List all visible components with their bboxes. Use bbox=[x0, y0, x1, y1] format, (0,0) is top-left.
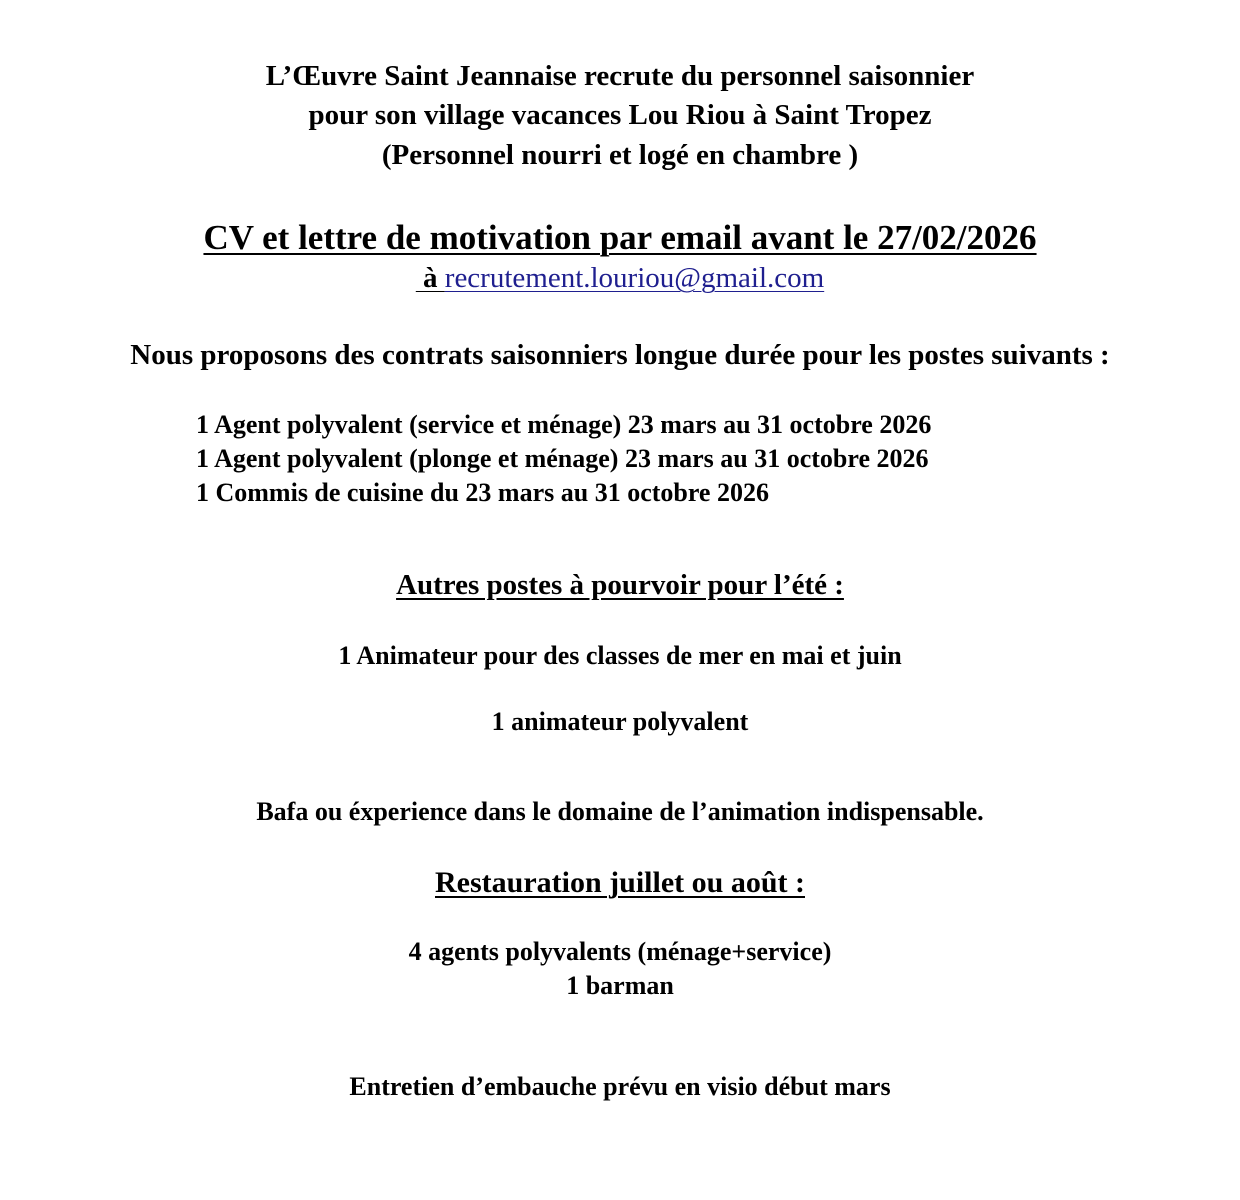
email-link[interactable]: recrutement.louriou@gmail.com bbox=[444, 262, 825, 294]
contract-item: 1 Commis de cuisine du 23 mars au 31 octobre 2026 bbox=[196, 478, 769, 507]
summer-requirement: Bafa ou éxperience dans le domaine de l’animation indispensable. bbox=[256, 797, 984, 826]
contracts-intro: Nous proposons des contrats saisonniers longue durée pour les postes suivants : bbox=[130, 339, 1110, 371]
email-prefix: à bbox=[415, 262, 445, 294]
summer-heading: Autres postes à pourvoir pour l’été : bbox=[396, 569, 844, 601]
header-line-2: pour son village vacances Lou Riou à Saint Tropez bbox=[308, 99, 932, 131]
header-line-1: L’Œuvre Saint Jeannaise recrute du personnel saisonnier bbox=[265, 60, 975, 92]
summer-item-2: 1 animateur polyvalent bbox=[491, 707, 749, 736]
application-headline: CV et lettre de motivation par email avant le 27/02/2026 bbox=[203, 218, 1037, 257]
summer-item-1: 1 Animateur pour des classes de mer en mai et juin bbox=[338, 641, 902, 670]
header-line-3: (Personnel nourri et logé en chambre ) bbox=[381, 139, 859, 171]
application-email-line bbox=[0, 264, 1240, 293]
restauration-item-2: 1 barman bbox=[566, 971, 674, 1000]
restauration-item-1: 4 agents polyvalents (ménage+service) bbox=[408, 937, 832, 966]
restauration-heading: Restauration juillet ou août : bbox=[435, 866, 805, 899]
interview-note: Entretien d’embauche prévu en visio début mars bbox=[349, 1072, 891, 1101]
contract-item: 1 Agent polyvalent (service et ménage) 23 mars au 31 octobre 2026 bbox=[196, 410, 932, 439]
contract-item: 1 Agent polyvalent (plonge et ménage) 23 mars au 31 octobre 2026 bbox=[196, 444, 929, 473]
